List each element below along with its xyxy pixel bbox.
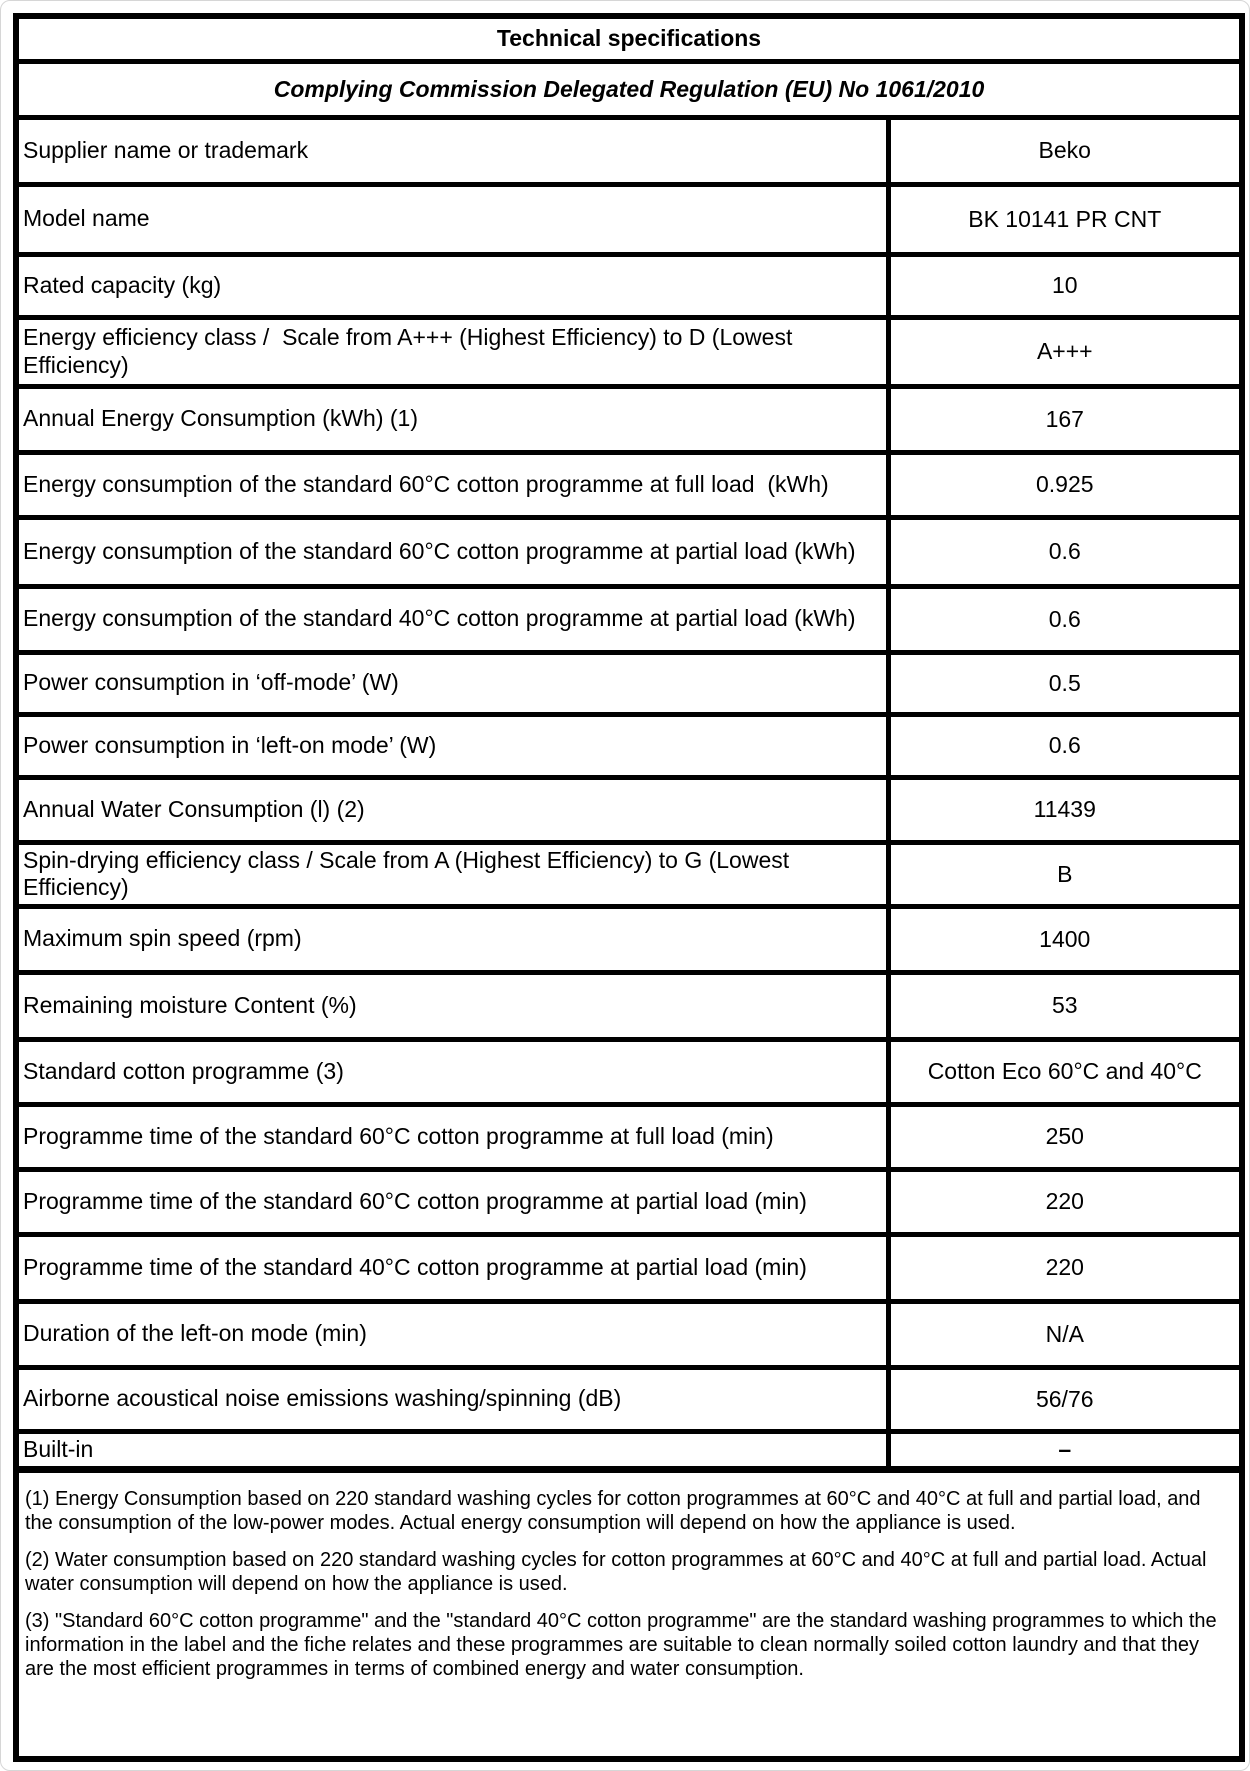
row-programme-time-40-partial [16,1234,1242,1301]
row-label: Power consumption in ‘left-on mode’ (W) [16,714,888,777]
row-value: 0.925 [888,452,1242,517]
row-label: Programme time of the standard 40°C cotton programme at partial load (min) [16,1234,888,1301]
row-label: Remaining moisture Content (%) [16,972,888,1039]
row-value: 250 [888,1104,1242,1169]
row-standard-cotton-programme [16,1039,1242,1104]
row-energy-60-full-load [16,452,1242,517]
row-maximum-spin-speed [16,906,1242,972]
row-value: 53 [888,972,1242,1039]
row-label: Power consumption in ‘off-mode’ (W) [16,652,888,714]
row-label: Energy consumption of the standard 60°C cotton programme at full load (kWh) [16,452,888,517]
row-energy-40-partial-load [16,586,1242,652]
subtitle-row [16,61,1242,117]
row-label: Model name [16,184,888,254]
row-energy-efficiency-class [16,317,1242,386]
row-value: 220 [888,1169,1242,1234]
row-label: Rated capacity (kg) [16,254,888,317]
row-label: Standard cotton programme (3) [16,1039,888,1104]
row-label: Supplier name or trademark [16,117,888,184]
footnote-water: (2) Water consumption based on 220 standard washing cycles for cotton programmes at 60°C and 40°C at full and partial load. Actual water consumption will depend on how the appliance is used. [25,1548,1207,1595]
row-duration-left-on-mode [16,1301,1242,1367]
footnote-energy: (1) Energy Consumption based on 220 standard washing cycles for cotton programmes at 60°C and 40°C at full and partial load, and the consumption of the low-power modes. Actual energy consumption will depend on how the appliance is used. [25,1487,1201,1534]
row-label: Energy consumption of the standard 60°C cotton programme at partial load (kWh) [16,517,888,586]
row-label: Airborne acoustical noise emissions washing/spinning (dB) [16,1367,888,1431]
row-airborne-noise [16,1367,1242,1431]
row-value: A+++ [888,317,1242,386]
row-rated-capacity [16,254,1242,317]
row-value: 0.6 [888,714,1242,777]
row-value: 1400 [888,906,1242,972]
row-value: 10 [888,254,1242,317]
row-value: 220 [888,1234,1242,1301]
page-subtitle: Complying Commission Delegated Regulation (EU) No 1061/2010 [16,61,1242,117]
row-label: Built-in [16,1431,888,1469]
row-remaining-moisture [16,972,1242,1039]
row-supplier-name [16,117,1242,184]
row-value: 0.6 [888,517,1242,586]
row-value: 56/76 [888,1367,1242,1431]
page-title: Technical specifications [16,16,1242,61]
row-value: Beko [888,117,1242,184]
row-label: Duration of the left-on mode (min) [16,1301,888,1367]
footnotes-cell [16,1469,1242,1759]
row-value: Cotton Eco 60°C and 40°C [888,1039,1242,1104]
footnotes-row [16,1469,1242,1759]
row-label: Programme time of the standard 60°C cotton programme at full load (min) [16,1104,888,1169]
row-energy-60-partial-load [16,517,1242,586]
row-label: Annual Energy Consumption (kWh) (1) [16,386,888,452]
row-annual-energy-consumption [16,386,1242,452]
row-value: – [888,1431,1242,1469]
row-label: Energy consumption of the standard 40°C cotton programme at partial load (kWh) [16,586,888,652]
row-model-name [16,184,1242,254]
row-value: N/A [888,1301,1242,1367]
row-annual-water-consumption [16,777,1242,842]
row-programme-time-60-full [16,1104,1242,1169]
row-label: Maximum spin speed (rpm) [16,906,888,972]
row-built-in [16,1431,1242,1469]
row-programme-time-60-partial [16,1169,1242,1234]
row-value: B [888,842,1242,906]
row-value: 0.6 [888,586,1242,652]
row-label: Programme time of the standard 60°C cotton programme at partial load (min) [16,1169,888,1234]
row-power-off-mode [16,652,1242,714]
row-power-left-on-mode [16,714,1242,777]
row-value: 0.5 [888,652,1242,714]
row-value: 11439 [888,777,1242,842]
spec-table [13,13,1245,1762]
title-row [16,16,1242,61]
row-value: BK 10141 PR CNT [888,184,1242,254]
row-label: Spin-drying efficiency class / Scale from A (Highest Efficiency) to G (Lowest Efficiency) [16,842,888,906]
footnote-standard-programme: (3) "Standard 60°C cotton programme" and the "standard 40°C cotton programme" are the standard washing programmes to which the information in the label and the fiche relates and these programmes are suitable to clean normally soiled cotton laundry and that they are the most efficient programmes in terms of combined energy and water consumption. [25,1609,1217,1680]
row-spin-drying-efficiency [16,842,1242,906]
row-label: Energy efficiency class / Scale from A+++ (Highest Efficiency) to D (Lowest Efficiency) [16,317,888,386]
row-value: 167 [888,386,1242,452]
row-label: Annual Water Consumption (l) (2) [16,777,888,842]
